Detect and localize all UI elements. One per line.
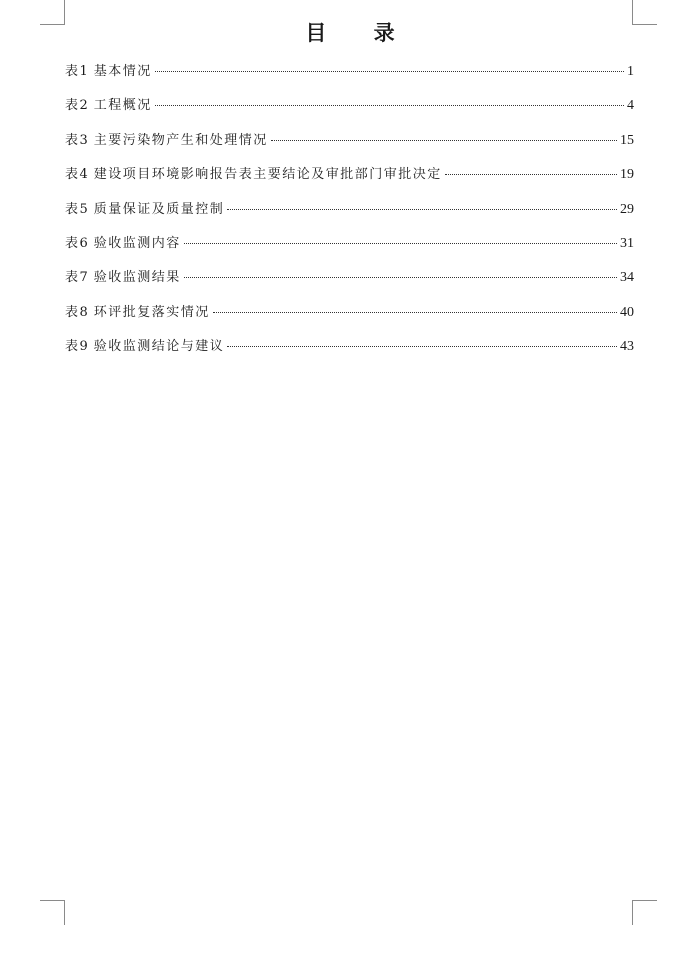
toc-entry[interactable]	[65, 268, 634, 302]
toc-entry-title: 建设项目环境影响报告表主要结论及审批部门审批决定	[93, 167, 442, 183]
toc-entry[interactable]	[65, 337, 634, 371]
toc-entry-prefix: 表	[65, 167, 80, 183]
toc-dot-leader	[184, 243, 617, 244]
toc-entry-title: 基本情况	[93, 64, 152, 79]
toc-entry-number: 4	[79, 167, 88, 183]
toc-entry-label	[65, 303, 210, 323]
page-corner-mark-bottom-left	[40, 900, 65, 925]
toc-dot-leader	[445, 174, 617, 175]
toc-entry-prefix: 表	[65, 235, 80, 251]
toc-entry-number: 5	[79, 201, 88, 217]
toc-entry-label	[65, 131, 268, 151]
toc-entry[interactable]	[65, 131, 634, 165]
toc-page-number: 15	[620, 132, 634, 148]
toc-page-number: 4	[627, 98, 634, 114]
toc-entry[interactable]	[65, 303, 634, 337]
toc-dot-leader	[184, 277, 617, 278]
toc-entry-number: 1	[79, 64, 88, 79]
toc-entry-title: 验收监测结果	[93, 270, 181, 286]
toc-entry[interactable]	[65, 96, 634, 130]
table-of-contents	[65, 62, 634, 372]
toc-entry-title: 验收监测内容	[93, 235, 181, 251]
toc-entry-prefix: 表	[65, 339, 80, 355]
toc-entry-number: 7	[79, 270, 88, 286]
toc-entry[interactable]	[65, 234, 634, 268]
toc-page-number: 31	[620, 235, 634, 251]
toc-entry-label	[65, 200, 224, 220]
toc-entry-title: 质量保证及质量控制	[93, 201, 225, 217]
toc-entry[interactable]	[65, 62, 634, 96]
toc-entry-label	[65, 234, 181, 254]
toc-entry-number: 9	[79, 339, 88, 355]
toc-entry-prefix: 表	[65, 132, 80, 148]
toc-entry-label	[65, 165, 442, 185]
toc-entry-prefix: 表	[65, 201, 80, 217]
toc-page-number: 34	[620, 270, 634, 286]
toc-entry-number: 3	[79, 132, 88, 148]
toc-entry-title: 主要污染物产生和处理情况	[93, 132, 268, 148]
toc-entry-number: 2	[79, 98, 88, 114]
toc-entry-prefix: 表	[65, 304, 80, 320]
toc-dot-leader	[271, 140, 617, 141]
toc-entry-number: 8	[79, 304, 88, 320]
toc-page-number: 43	[620, 339, 634, 355]
toc-entry-title: 验收监测结论与建议	[93, 339, 225, 355]
toc-page-number: 29	[620, 201, 634, 217]
toc-entry-prefix: 表	[65, 64, 80, 79]
toc-entry-prefix: 表	[65, 98, 80, 114]
page-corner-mark-bottom-right	[632, 900, 657, 925]
toc-entry[interactable]	[65, 200, 634, 234]
toc-entry[interactable]	[65, 165, 634, 199]
toc-entry-label	[65, 62, 152, 82]
toc-dot-leader	[227, 209, 617, 210]
toc-page-number: 40	[620, 304, 634, 320]
toc-entry-label	[65, 268, 181, 288]
page-title: 目 录	[305, 20, 415, 45]
toc-dot-leader	[227, 346, 617, 347]
toc-page-number: 19	[620, 167, 634, 183]
toc-entry-title: 环评批复落实情况	[93, 304, 210, 320]
toc-entry-prefix: 表	[65, 270, 80, 286]
toc-entry-label	[65, 337, 224, 357]
toc-dot-leader	[213, 312, 617, 313]
toc-dot-leader	[155, 71, 624, 72]
toc-entry-title: 工程概况	[93, 98, 152, 114]
toc-entry-number: 6	[79, 235, 88, 251]
toc-page-number: 1	[627, 64, 634, 79]
toc-dot-leader	[155, 105, 624, 106]
toc-entry-label	[65, 96, 152, 116]
